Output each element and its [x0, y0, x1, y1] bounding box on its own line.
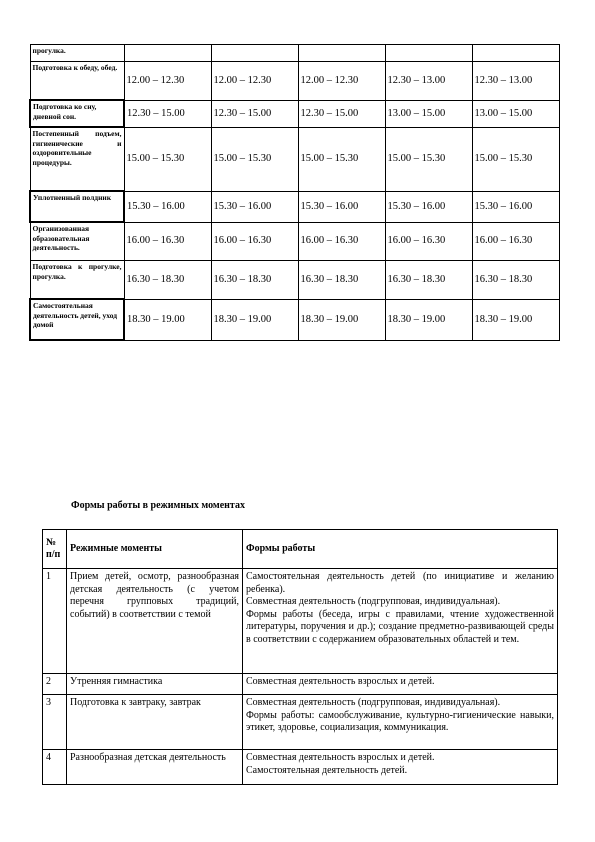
forms-paragraph: Совместная деятельность взрослых и детей. — [246, 676, 435, 687]
schedule-time: 16.30 – 18.30 — [472, 261, 559, 300]
schedule-time: 16.30 – 18.30 — [385, 261, 472, 300]
schedule-activity: Подготовка к обеду, обед. — [30, 62, 124, 101]
schedule-time: 15.00 – 15.30 — [211, 127, 298, 191]
row-number: 4 — [43, 750, 67, 785]
schedule-row — [30, 127, 559, 191]
schedule-activity: Самостоятельная деятельность детей, уход домой — [30, 299, 124, 340]
schedule-time: 12.30 – 15.00 — [211, 100, 298, 127]
schedule-time: 18.30 – 19.00 — [124, 299, 211, 340]
schedule-time: 15.30 – 16.00 — [472, 191, 559, 222]
forms-paragraph: Самостоятельная деятельность детей. — [246, 764, 408, 776]
schedule-time: 12.00 – 12.30 — [298, 62, 385, 101]
header-number: № п/п — [43, 530, 67, 569]
schedule-time — [472, 45, 559, 62]
row-moment: Подготовка к завтраку, завтрак — [67, 695, 243, 750]
row-moment: Утренняя гимнастика — [67, 674, 243, 695]
schedule-time — [298, 45, 385, 62]
schedule-time: 15.00 – 15.30 — [385, 127, 472, 191]
header-forms: Формы работы — [243, 530, 558, 569]
row-number: 3 — [43, 695, 67, 750]
schedule-time: 18.30 – 19.00 — [298, 299, 385, 340]
header-moments: Режимные моменты — [67, 530, 243, 569]
forms-paragraph: Формы работы: самообслуживание, культурно-гигиенические навыки, этикет, здоровье, социализация, коммуникация. — [246, 709, 554, 733]
schedule-time: 12.00 – 12.30 — [124, 62, 211, 101]
schedule-row — [30, 191, 559, 222]
schedule-time: 15.00 – 15.30 — [298, 127, 385, 191]
schedule-time — [124, 45, 211, 62]
schedule-row — [30, 261, 559, 300]
row-forms — [243, 750, 558, 785]
schedule-time: 13.00 – 15.00 — [385, 100, 472, 127]
row-forms — [243, 695, 558, 750]
schedule-time: 16.00 – 16.30 — [211, 222, 298, 261]
schedule-time: 12.30 – 13.00 — [472, 62, 559, 101]
forms-paragraph: Совместная деятельность (подгрупповая, индивидуальная). — [246, 697, 501, 708]
schedule-time: 16.00 – 16.30 — [298, 222, 385, 261]
schedule-activity: Организованная образовательная деятельность. — [30, 222, 124, 261]
schedule-time: 16.00 – 16.30 — [472, 222, 559, 261]
table-row — [43, 695, 558, 750]
row-number: 2 — [43, 674, 67, 695]
schedule-time: 15.30 – 16.00 — [124, 191, 211, 222]
schedule-time: 12.30 – 13.00 — [385, 62, 472, 101]
section-title: Формы работы в режимных моментах — [71, 500, 245, 511]
forms-paragraph: Совместная деятельность (подгрупповая, индивидуальная). — [246, 596, 501, 607]
row-moment: Разнообразная детская деятельность — [67, 750, 243, 785]
schedule-activity: прогулка. — [30, 45, 124, 62]
schedule-time: 16.30 – 18.30 — [298, 261, 385, 300]
schedule-time — [385, 45, 472, 62]
schedule-time: 15.00 – 15.30 — [472, 127, 559, 191]
schedule-activity: Уплотненный полдник — [30, 191, 124, 222]
row-forms — [243, 674, 558, 695]
work-forms-table — [42, 529, 558, 785]
schedule-time: 16.30 – 18.30 — [124, 261, 211, 300]
row-moment: Прием детей, осмотр, разнообразная детская деятельность (с учетом перечня групповых традиций, событий) в соответствии с темой — [67, 569, 243, 674]
schedule-row — [30, 299, 559, 340]
schedule-time: 12.30 – 15.00 — [124, 100, 211, 127]
schedule-time: 18.30 – 19.00 — [385, 299, 472, 340]
schedule-time — [211, 45, 298, 62]
row-forms — [243, 569, 558, 674]
schedule-time: 15.30 – 16.00 — [385, 191, 472, 222]
schedule-time: 15.30 – 16.00 — [211, 191, 298, 222]
schedule-row — [30, 222, 559, 261]
forms-paragraph: Формы работы (беседа, игры с правилами, чтение художественной литературы, поручения и др.); создание предметно-развивающей среды в соответствии с содержанием образовательных областей и тем. — [246, 608, 554, 645]
schedule-activity: Постепенный подъем, гигиенические и оздоровительные процедуры. — [30, 127, 124, 191]
row-number: 1 — [43, 569, 67, 674]
schedule-time: 12.00 – 12.30 — [211, 62, 298, 101]
schedule-time: 18.30 – 19.00 — [211, 299, 298, 340]
schedule-time: 15.30 – 16.00 — [298, 191, 385, 222]
schedule-time: 13.00 – 15.00 — [472, 100, 559, 127]
schedule-row — [30, 100, 559, 127]
table-row — [43, 750, 558, 785]
forms-paragraph: Самостоятельная деятельность детей (по инициативе и желанию ребенка). — [246, 571, 554, 595]
schedule-time: 16.00 – 16.30 — [124, 222, 211, 261]
schedule-activity: Подготовка к прогулке, прогулка. — [30, 261, 124, 300]
schedule-activity: Подготовка ко сну, дневной сон. — [30, 100, 124, 127]
schedule-row — [30, 45, 559, 62]
schedule-time: 15.00 – 15.30 — [124, 127, 211, 191]
table-header-row — [43, 530, 558, 569]
schedule-row — [30, 62, 559, 101]
table-row — [43, 674, 558, 695]
daily-schedule-table — [29, 44, 560, 341]
schedule-time: 16.00 – 16.30 — [385, 222, 472, 261]
schedule-time: 18.30 – 19.00 — [472, 299, 559, 340]
forms-paragraph: Совместная деятельность взрослых и детей. — [246, 752, 435, 763]
table-row — [43, 569, 558, 674]
schedule-time: 16.30 – 18.30 — [211, 261, 298, 300]
schedule-time: 12.30 – 15.00 — [298, 100, 385, 127]
